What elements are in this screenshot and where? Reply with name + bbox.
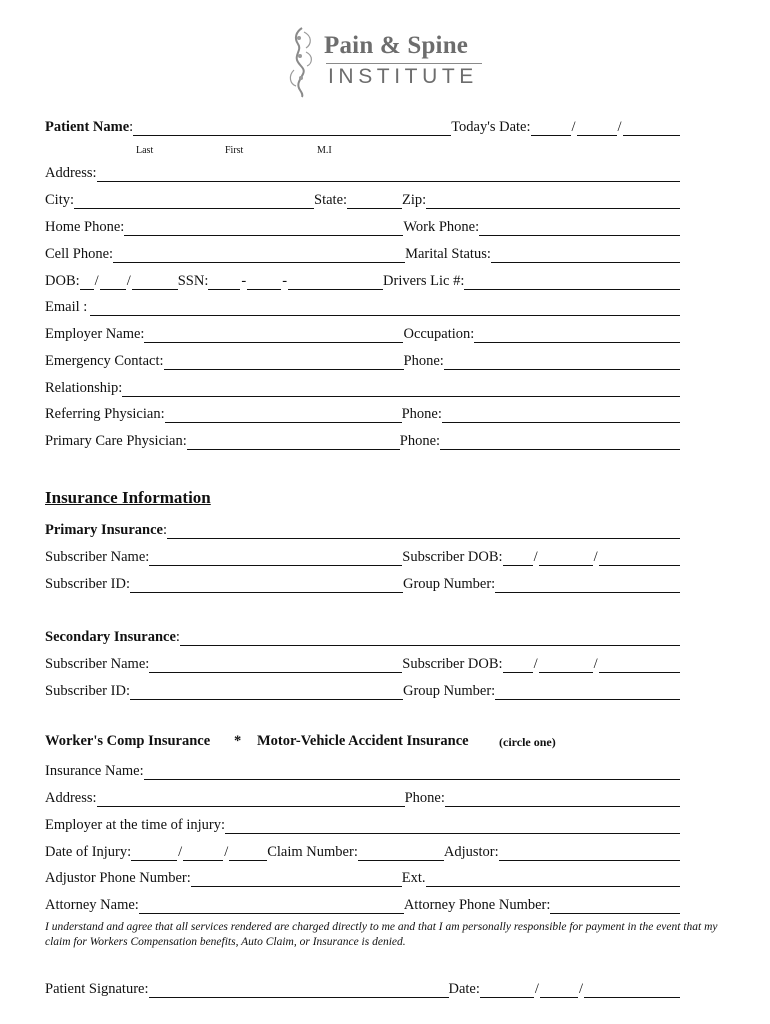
circle-one-note: (circle one) bbox=[499, 735, 556, 749]
patient-signature-field[interactable] bbox=[149, 981, 449, 998]
injury-day-field[interactable] bbox=[183, 844, 223, 861]
zip-field[interactable] bbox=[426, 192, 680, 209]
email-row bbox=[45, 296, 680, 316]
address-field[interactable] bbox=[97, 165, 680, 182]
claim-number-field[interactable] bbox=[358, 844, 444, 861]
patient-name-colon: : bbox=[129, 119, 134, 135]
ext-label: Ext. bbox=[401, 870, 426, 886]
patient-signature-label: Patient Signature: bbox=[45, 981, 149, 997]
referring-phone-field[interactable] bbox=[442, 406, 680, 423]
relationship-field[interactable] bbox=[122, 380, 680, 397]
city-label: City: bbox=[45, 192, 75, 208]
secondary-subscriber-id-row bbox=[45, 680, 680, 700]
signature-date-month-field[interactable] bbox=[480, 981, 534, 998]
primary-subscriber-name-label: Subscriber Name: bbox=[45, 549, 150, 565]
employer-injury-field[interactable] bbox=[225, 817, 680, 834]
sublabel-mi: M.I bbox=[317, 145, 332, 156]
ssn-part1-field[interactable] bbox=[208, 273, 240, 290]
attorney-phone-label: Attorney Phone Number: bbox=[403, 897, 551, 913]
primary-subscriber-name-field[interactable] bbox=[149, 549, 402, 566]
adjustor-phone-field[interactable] bbox=[191, 870, 402, 887]
dob-ssn-license-row bbox=[45, 270, 680, 290]
secondary-insurance-row bbox=[45, 626, 680, 646]
todays-date-day-field[interactable] bbox=[577, 119, 617, 136]
dob-separator: / bbox=[533, 549, 538, 565]
attorney-name-label: Attorney Name: bbox=[45, 897, 139, 913]
dob-separator: / bbox=[593, 549, 598, 565]
primary-subscriber-dob-year-field[interactable] bbox=[599, 549, 680, 566]
secondary-subscriber-dob-label: Subscriber DOB: bbox=[402, 656, 503, 672]
emergency-contact-field[interactable] bbox=[164, 353, 404, 370]
date-separator: / bbox=[617, 119, 622, 135]
todays-date-month-field[interactable] bbox=[531, 119, 571, 136]
home-phone-field[interactable] bbox=[124, 219, 403, 236]
dob-label: DOB: bbox=[45, 273, 80, 289]
attorney-name-field[interactable] bbox=[139, 897, 404, 914]
ext-field[interactable] bbox=[426, 870, 680, 887]
occupation-label: Occupation: bbox=[403, 326, 475, 342]
date-separator: / bbox=[224, 844, 229, 860]
label-colon: : bbox=[175, 629, 180, 645]
city-state-zip-row bbox=[45, 189, 680, 209]
claim-address-label: Address: bbox=[45, 790, 97, 806]
insurance-name-label: Insurance Name: bbox=[45, 763, 144, 779]
marital-status-label: Marital Status: bbox=[405, 246, 491, 262]
date-separator: / bbox=[178, 844, 183, 860]
secondary-subscriber-dob-month-field[interactable] bbox=[503, 656, 533, 673]
signature-date-year-field[interactable] bbox=[584, 981, 680, 998]
address-row bbox=[45, 162, 680, 182]
primary-subscriber-dob-label: Subscriber DOB: bbox=[402, 549, 503, 565]
emergency-contact-label: Emergency Contact: bbox=[45, 353, 164, 369]
primary-subscriber-row bbox=[45, 546, 680, 566]
primary-insurance-field[interactable] bbox=[167, 522, 680, 539]
claim-phone-label: Phone: bbox=[404, 790, 445, 806]
work-phone-label: Work Phone: bbox=[403, 219, 480, 235]
cell-marital-row bbox=[45, 243, 680, 263]
primary-subscriber-id-row bbox=[45, 573, 680, 593]
motor-vehicle-option[interactable]: Motor-Vehicle Accident Insurance bbox=[257, 733, 469, 749]
home-work-phone-row bbox=[45, 216, 680, 236]
relationship-label: Relationship: bbox=[45, 380, 123, 396]
dob-separator: / bbox=[126, 273, 131, 289]
claim-number-label: Claim Number: bbox=[267, 844, 358, 860]
payment-agreement-text: I understand and agree that all services rendered are charged directly to me and that I am personally responsible for payment in the event that my claim for Workers Compensation benefits, Auto Claim, or Insurance is denied. bbox=[45, 921, 718, 948]
date-of-injury-label: Date of Injury: bbox=[45, 844, 132, 860]
cell-phone-field[interactable] bbox=[113, 246, 405, 263]
primary-group-number-label: Group Number: bbox=[402, 576, 496, 592]
injury-claim-row bbox=[45, 841, 680, 861]
injury-year-field[interactable] bbox=[229, 844, 267, 861]
secondary-group-number-label: Group Number: bbox=[402, 683, 496, 699]
claim-phone-field[interactable] bbox=[445, 790, 680, 807]
label-colon: : bbox=[163, 522, 168, 538]
primary-insurance-row bbox=[45, 519, 680, 539]
insurance-heading: Insurance Information bbox=[45, 488, 211, 507]
primary-group-number-field[interactable] bbox=[495, 576, 680, 593]
option-separator-star: * bbox=[234, 733, 242, 749]
date-separator: / bbox=[534, 981, 539, 997]
adjustor-field[interactable] bbox=[499, 844, 680, 861]
secondary-subscriber-dob-year-field[interactable] bbox=[599, 656, 680, 673]
address-label: Address: bbox=[45, 165, 97, 181]
primary-care-phone-label: Phone: bbox=[399, 433, 441, 449]
referring-physician-field[interactable] bbox=[165, 406, 402, 423]
city-field[interactable] bbox=[74, 192, 314, 209]
primary-care-phone-field[interactable] bbox=[440, 433, 680, 450]
cell-phone-label: Cell Phone: bbox=[45, 246, 114, 262]
secondary-insurance-field[interactable] bbox=[180, 629, 680, 646]
ssn-separator: - bbox=[282, 273, 288, 289]
dob-month-field[interactable] bbox=[80, 273, 94, 290]
insurance-name-field[interactable] bbox=[144, 763, 680, 780]
claim-address-field[interactable] bbox=[97, 790, 405, 807]
secondary-subscriber-name-field[interactable] bbox=[149, 656, 402, 673]
email-field[interactable] bbox=[90, 299, 680, 316]
employer-name-label: Employer Name: bbox=[45, 326, 145, 342]
primary-care-field[interactable] bbox=[187, 433, 400, 450]
zip-label: Zip: bbox=[402, 192, 427, 208]
email-label: Email : bbox=[45, 299, 88, 315]
secondary-group-number-field[interactable] bbox=[495, 683, 680, 700]
signature-date-label: Date: bbox=[448, 981, 480, 997]
employer-occupation-row bbox=[45, 323, 680, 343]
patient-name-label: Patient Name bbox=[45, 119, 130, 135]
signature-row bbox=[45, 978, 680, 998]
dob-year-field[interactable] bbox=[132, 273, 178, 290]
patient-name-field[interactable] bbox=[133, 119, 451, 136]
marital-status-field[interactable] bbox=[491, 246, 680, 263]
ssn-label: SSN: bbox=[177, 273, 209, 289]
primary-subscriber-dob-month-field[interactable] bbox=[503, 549, 533, 566]
primary-subscriber-id-label: Subscriber ID: bbox=[45, 576, 130, 592]
ssn-part3-field[interactable] bbox=[288, 273, 383, 290]
home-phone-label: Home Phone: bbox=[45, 219, 125, 235]
todays-date-label: Today's Date: bbox=[451, 119, 531, 135]
adjustor-phone-label: Adjustor Phone Number: bbox=[45, 870, 191, 886]
spine-figure-icon bbox=[282, 26, 322, 98]
secondary-subscriber-dob-day-field[interactable] bbox=[539, 656, 593, 673]
primary-subscriber-id-field[interactable] bbox=[130, 576, 403, 593]
employer-injury-row bbox=[45, 814, 680, 834]
ssn-separator: - bbox=[241, 273, 247, 289]
brand-logo bbox=[282, 26, 492, 98]
brand-name: Pain & Spine bbox=[324, 32, 469, 59]
date-separator: / bbox=[578, 981, 583, 997]
insurance-name-row bbox=[45, 760, 680, 780]
dob-day-field[interactable] bbox=[100, 273, 126, 290]
adjustor-label: Adjustor: bbox=[443, 844, 499, 860]
attorney-row bbox=[45, 894, 680, 914]
secondary-subscriber-id-label: Subscriber ID: bbox=[45, 683, 130, 699]
drivers-license-label: Drivers Lic #: bbox=[383, 273, 465, 289]
todays-date-year-field[interactable] bbox=[623, 119, 680, 136]
dob-separator: / bbox=[593, 656, 598, 672]
injury-month-field[interactable] bbox=[131, 844, 177, 861]
relationship-row bbox=[45, 377, 680, 397]
dob-separator: / bbox=[533, 656, 538, 672]
drivers-license-field[interactable] bbox=[464, 273, 680, 290]
referring-phone-label: Phone: bbox=[401, 406, 442, 422]
workers-comp-option[interactable]: Worker's Comp Insurance bbox=[45, 733, 211, 749]
emergency-contact-row bbox=[45, 350, 680, 370]
adjustor-phone-row bbox=[45, 867, 680, 887]
secondary-subscriber-row bbox=[45, 653, 680, 673]
occupation-field[interactable] bbox=[474, 326, 680, 343]
primary-care-label: Primary Care Physician: bbox=[45, 433, 187, 449]
attorney-phone-field[interactable] bbox=[550, 897, 680, 914]
referring-physician-label: Referring Physician: bbox=[45, 406, 165, 422]
emergency-phone-label: Phone: bbox=[403, 353, 444, 369]
claim-address-row bbox=[45, 787, 680, 807]
brand-subtitle: INSTITUTE bbox=[328, 65, 478, 88]
primary-subscriber-dob-day-field[interactable] bbox=[539, 549, 593, 566]
work-phone-field[interactable] bbox=[479, 219, 680, 236]
secondary-subscriber-name-label: Subscriber Name: bbox=[45, 656, 150, 672]
primary-insurance-label: Primary Insurance bbox=[45, 522, 163, 538]
referring-physician-row bbox=[45, 403, 680, 423]
ssn-part2-field[interactable] bbox=[247, 273, 281, 290]
dob-separator: / bbox=[94, 273, 99, 289]
patient-name-row bbox=[45, 116, 680, 136]
employer-name-field[interactable] bbox=[144, 326, 403, 343]
sublabel-first: First bbox=[225, 145, 244, 156]
employer-injury-label: Employer at the time of injury: bbox=[45, 817, 225, 833]
state-field[interactable] bbox=[347, 192, 402, 209]
emergency-phone-field[interactable] bbox=[444, 353, 680, 370]
date-separator: / bbox=[571, 119, 576, 135]
sublabel-last: Last bbox=[136, 145, 154, 156]
primary-care-row bbox=[45, 430, 680, 450]
state-label: State: bbox=[314, 192, 348, 208]
secondary-insurance-label: Secondary Insurance bbox=[45, 629, 176, 645]
secondary-subscriber-id-field[interactable] bbox=[130, 683, 403, 700]
signature-date-day-field[interactable] bbox=[540, 981, 578, 998]
brand-divider bbox=[326, 63, 482, 64]
